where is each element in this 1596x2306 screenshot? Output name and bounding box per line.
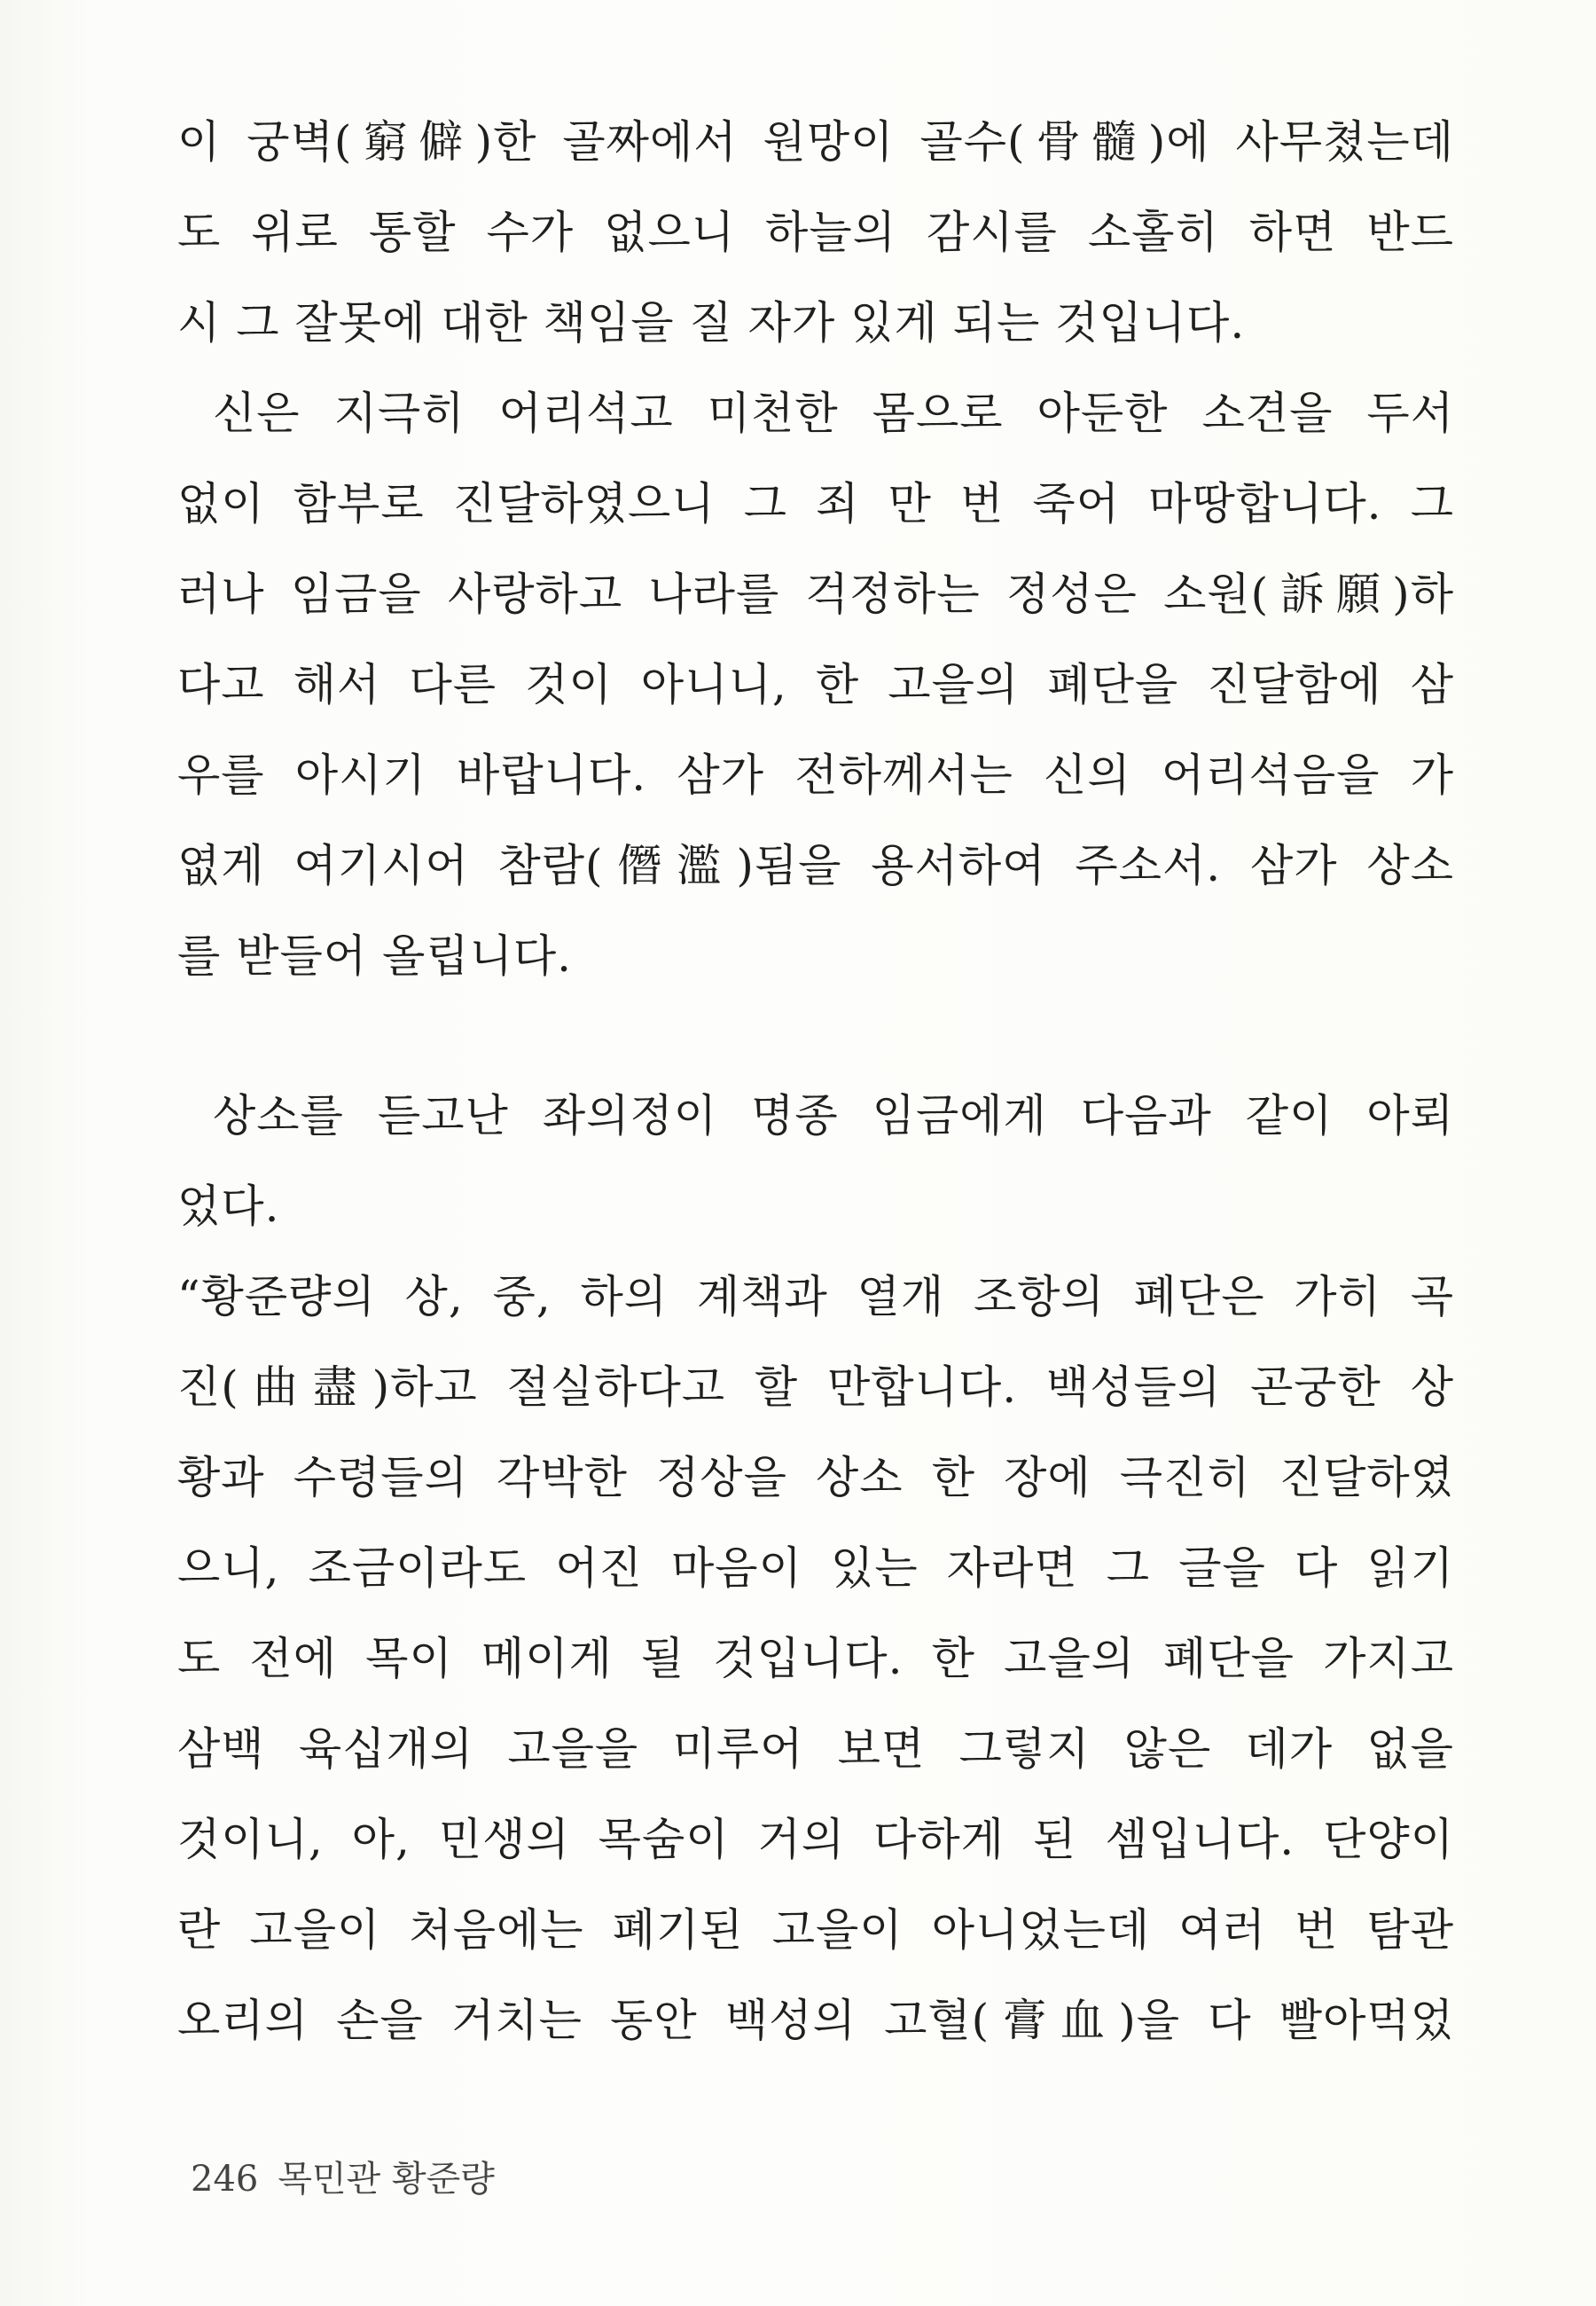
text-line: 를 받들어 올립니다. (177, 930, 573, 982)
text-line: 이 궁벽(窮僻)한 골짜에서 원망이 골수(骨髓)에 사무쳤는데 (177, 116, 1454, 168)
text-line: 상소를 듣고난 좌의정이 명종 임금에게 다음과 같이 아뢰 (213, 1090, 1454, 1141)
text-line: 러나 임금을 사랑하고 나라를 걱정하는 정성은 소원(訴願)하 (177, 569, 1454, 620)
text-line: 없이 함부로 진달하였으니 그 죄 만 번 죽어 마땅합니다. 그 (177, 478, 1454, 529)
text-line: 으니, 조금이라도 어진 마음이 있는 자라면 그 글을 다 읽기 (177, 1542, 1454, 1594)
text-line: “황준량의 상, 중, 하의 계책과 열개 조항의 폐단은 가히 곡 (177, 1271, 1454, 1322)
text-line: 다고 해서 다른 것이 아니니, 한 고을의 폐단을 진달함에 삼 (177, 659, 1454, 710)
text-line: 것이니, 아, 민생의 목숨이 거의 다하게 된 셈입니다. 단양이 (177, 1814, 1454, 1865)
text-line: 시 그 잘못에 대한 책임을 질 자가 있게 되는 것입니다. (177, 297, 1246, 349)
text-line: 우를 아시기 바랍니다. 삼가 전하께서는 신의 어리석음을 가 (177, 749, 1454, 801)
text-line: 오리의 손을 거치는 동안 백성의 고혈(膏血)을 다 빨아먹었 (177, 1995, 1454, 2046)
text-line: 란 고을이 처음에는 폐기된 고을이 아니었는데 여러 번 탐관 (177, 1904, 1454, 1956)
text-line: 엾게 여기시어 참람(僭濫)됨을 용서하여 주소서. 삼가 상소 (177, 840, 1454, 891)
text-line: 신은 지극히 어리석고 미천한 몸으로 아둔한 소견을 두서 (213, 388, 1454, 439)
text-line: 삼백 육십개의 고을을 미루어 보면 그렇지 않은 데가 없을 (177, 1723, 1454, 1775)
text-line: 황과 수령들의 각박한 정상을 상소 한 장에 극진히 진달하였 (177, 1452, 1454, 1503)
book-title: 목민관 황준량 (278, 2159, 495, 2200)
text-line: 도 전에 목이 메이게 될 것입니다. 한 고을의 폐단을 가지고 (177, 1633, 1454, 1684)
page-number: 246 (191, 2159, 259, 2200)
page-footer (191, 2157, 495, 2201)
text-line: 었다. (177, 1180, 280, 1232)
text-line: 도 위로 통할 수가 없으니 하늘의 감시를 소홀히 하면 반드 (177, 207, 1454, 258)
text-line: 진(曲盡)하고 절실하다고 할 만합니다. 백성들의 곤궁한 상 (177, 1361, 1454, 1413)
